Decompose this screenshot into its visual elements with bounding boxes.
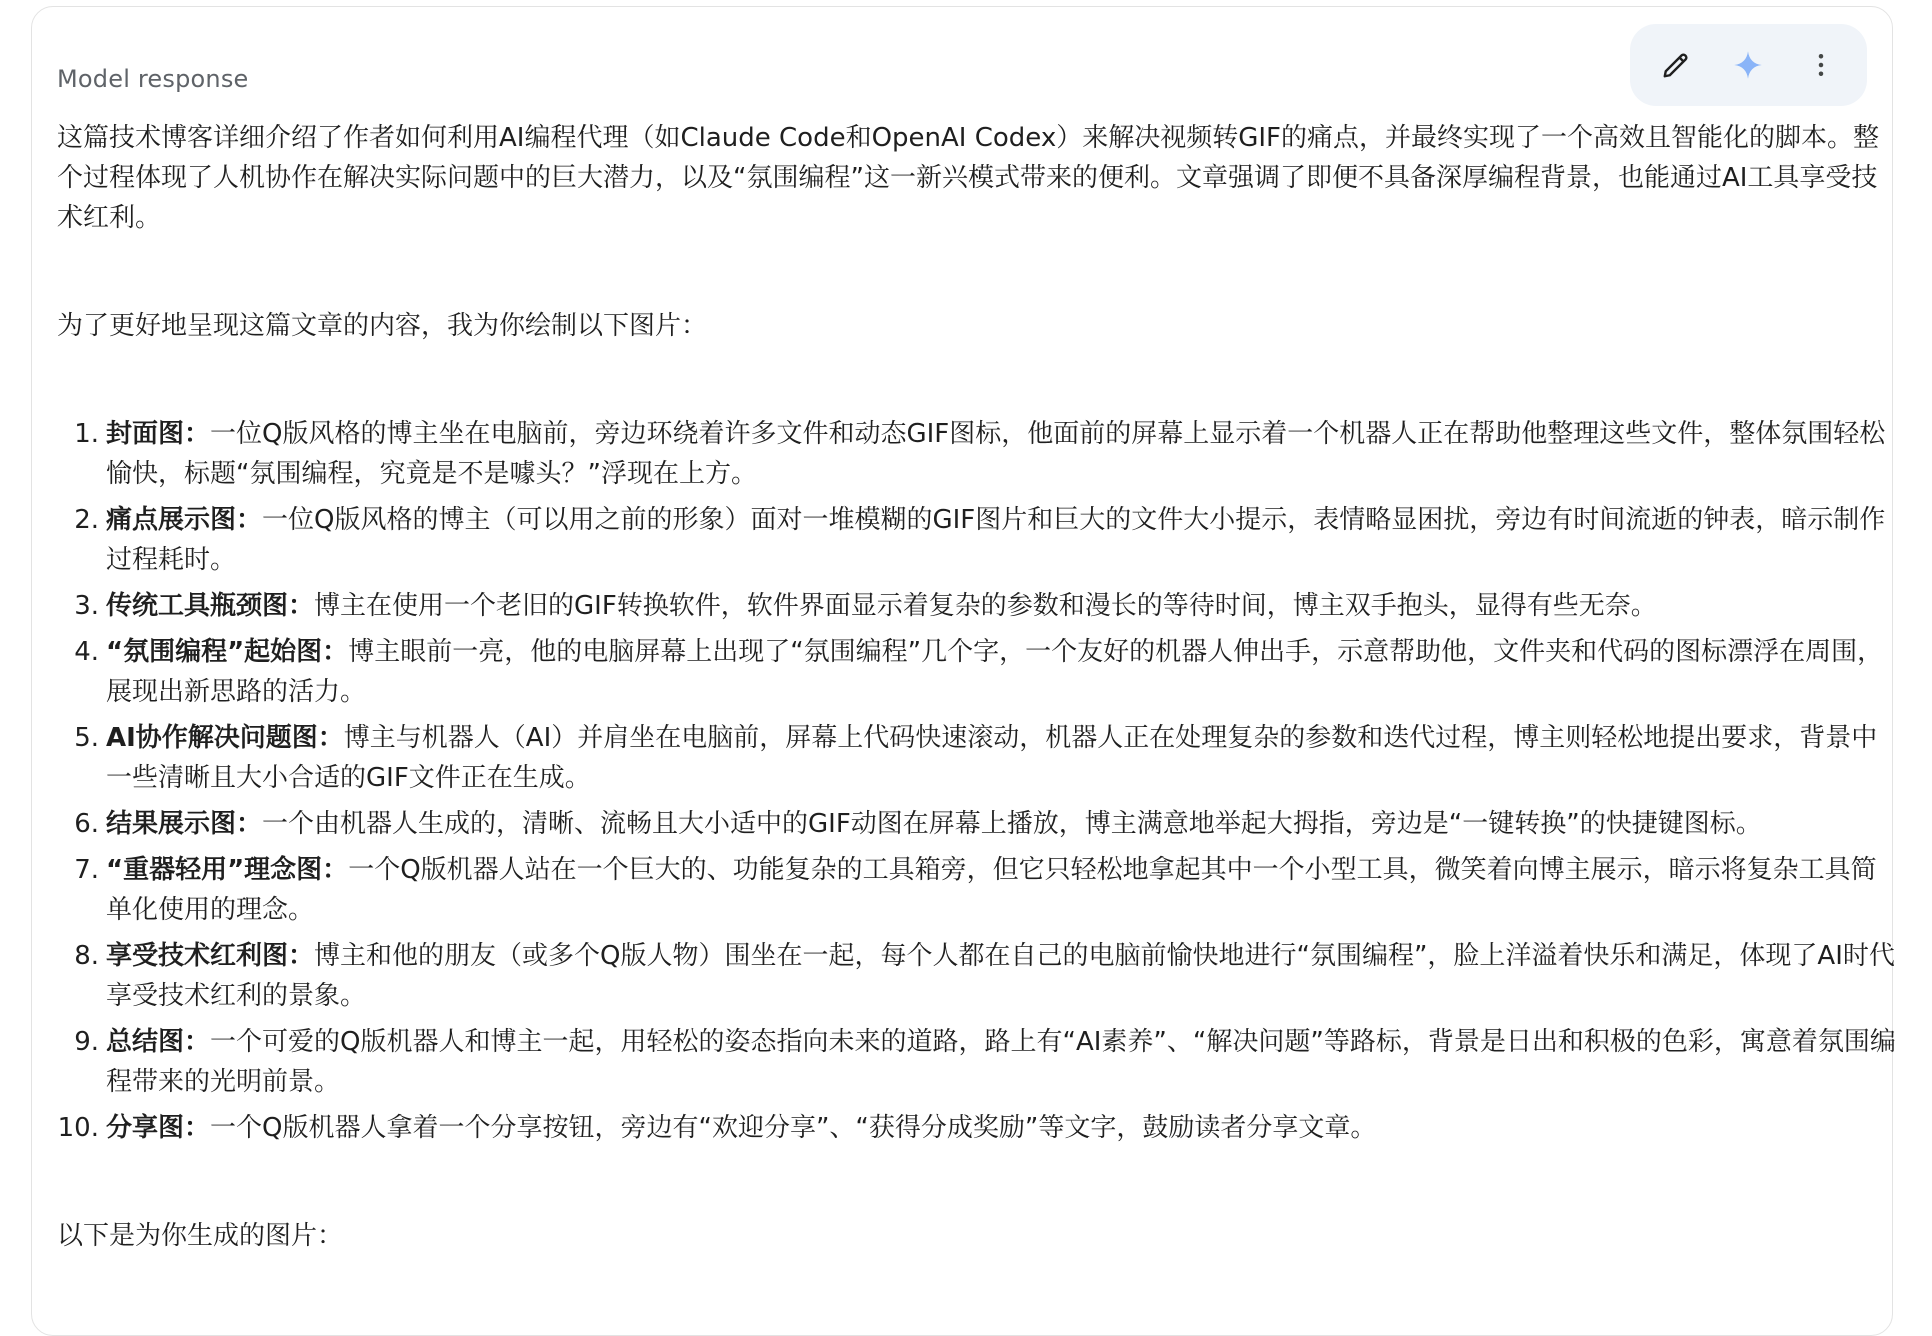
- list-item: 3. 传统工具瓶颈图：博主在使用一个老旧的GIF转换软件，软件界面显示着复杂的参数和漫长的等待时间，博主双手抱头，显得有些无奈。: [74, 591, 1657, 621]
- item-text: 一位Q版风格的博主（可以用之前的形象）面对一堆模糊的GIF图片和巨大的文件大小提示，表情略显困扰，旁边有时间流逝的钟表，暗示制作过程耗时。: [106, 505, 1886, 575]
- item-text: 博主在使用一个老旧的GIF转换软件，软件界面显示着复杂的参数和漫长的等待时间，博主双手抱头，显得有些无奈。: [314, 591, 1657, 621]
- response-content: [57, 118, 1902, 1256]
- item-title: AI协作解决问题图：: [106, 723, 344, 753]
- item-text: 一个可爱的Q版机器人和博主一起，用轻松的姿态指向未来的道路，路上有“AI素养”、“解决问题”等路标，背景是日出和积极的色彩，寓意着氛围编程带来的光明前景。: [106, 1027, 1896, 1097]
- list-item: 8. 享受技术红利图：博主和他的朋友（或多个Q版人物）围坐在一起，每个人都在自己的电脑前愉快地进行“氛围编程”，脸上洋溢着快乐和满足，体现了AI时代享受技术红利的景象。: [74, 941, 1895, 1011]
- item-text: 一个Q版机器人站在一个巨大的、功能复杂的工具箱旁，但它只轻松地拿起其中一个小型工具，微笑着向博主展示，暗示将复杂工具简单化使用的理念。: [106, 855, 1877, 925]
- item-text: 一位Q版风格的博主坐在电脑前，旁边环绕着许多文件和动态GIF图标，他面前的屏幕上显示着一个机器人正在帮助他整理这些文件，整体氛围轻松愉快，标题“氛围编程，究竟是不是噱头？”浮现在上方。: [106, 419, 1886, 489]
- item-text: 博主眼前一亮，他的电脑屏幕上出现了“氛围编程”几个字，一个友好的机器人伸出手，示意帮助他，文件夹和代码的图标漂浮在周围，展现出新思路的活力。: [106, 637, 1884, 707]
- pencil-icon: [1661, 50, 1691, 80]
- intro-paragraph: 这篇技术博客详细介绍了作者如何利用AI编程代理（如Claude Code和OpenAI Codex）来解决视频转GIF的痛点，并最终实现了一个高效且智能化的脚本。整个过程体现了人机协作在解决实际问题中的巨大潜力，以及“氛围编程”这一新兴模式带来的便利。文章强调了即便不具备深厚编程背景，也能通过AI工具享受技术红利。: [57, 123, 1879, 233]
- list-item: 7. “重器轻用”理念图：一个Q版机器人站在一个巨大的、功能复杂的工具箱旁，但它只轻松地拿起其中一个小型工具，微笑着向博主展示，暗示将复杂工具简单化使用的理念。: [74, 855, 1877, 925]
- card-label: Model response: [57, 65, 249, 93]
- item-title: “重器轻用”理念图：: [106, 855, 349, 885]
- item-title: “氛围编程”起始图：: [106, 637, 349, 667]
- item-title: 传统工具瓶颈图：: [106, 591, 315, 621]
- item-title: 封面图：: [106, 419, 211, 449]
- list-item: 1. 封面图：一位Q版风格的博主坐在电脑前，旁边环绕着许多文件和动态GIF图标，他面前的屏幕上显示着一个机器人正在帮助他整理这些文件，整体氛围轻松愉快，标题“氛围编程，究竟是不是噱头？”浮现在上方。: [74, 419, 1886, 489]
- image-list: [57, 414, 1902, 1148]
- more-vertical-icon: [1806, 50, 1836, 80]
- item-title: 享受技术红利图：: [106, 941, 315, 971]
- list-item: 9. 总结图：一个可爱的Q版机器人和博主一起，用轻松的姿态指向未来的道路，路上有“AI素养”、“解决问题”等路标，背景是日出和积极的色彩，寓意着氛围编程带来的光明前景。: [74, 1027, 1896, 1097]
- model-response-card: [31, 6, 1896, 1336]
- item-text: 一个Q版机器人拿着一个分享按钮，旁边有“欢迎分享”、“获得分成奖励”等文字，鼓励读者分享文章。: [210, 1113, 1377, 1143]
- item-title: 痛点展示图：: [106, 505, 263, 535]
- item-text: 一个由机器人生成的，清晰、流畅且大小适中的GIF动图在屏幕上播放，博主满意地举起大拇指，旁边是“一键转换”的快捷键图标。: [262, 809, 1762, 839]
- closing-paragraph: 以下是为你生成的图片：: [57, 1221, 344, 1251]
- response-toolbar: [1630, 24, 1867, 106]
- more-options-button[interactable]: [1793, 37, 1849, 93]
- item-title: 结果展示图：: [106, 809, 263, 839]
- list-item: 2. 痛点展示图：一位Q版风格的博主（可以用之前的形象）面对一堆模糊的GIF图片和巨大的文件大小提示，表情略显困扰，旁边有时间流逝的钟表，暗示制作过程耗时。: [74, 505, 1886, 575]
- item-title: 总结图：: [106, 1027, 211, 1057]
- regenerate-button[interactable]: [1720, 37, 1776, 93]
- item-text: 博主与机器人（AI）并肩坐在电脑前，屏幕上代码快速滚动，机器人正在处理复杂的参数和迭代过程，博主则轻松地提出要求，背景中一些清晰且大小合适的GIF文件正在生成。: [106, 723, 1878, 793]
- item-title: 分享图：: [106, 1113, 211, 1143]
- edit-button[interactable]: [1648, 37, 1704, 93]
- list-item: 10. 分享图：一个Q版机器人拿着一个分享按钮，旁边有“欢迎分享”、“获得分成奖励”等文字，鼓励读者分享文章。: [57, 1113, 1377, 1143]
- item-text: 博主和他的朋友（或多个Q版人物）围坐在一起，每个人都在自己的电脑前愉快地进行“氛围编程”，脸上洋溢着快乐和满足，体现了AI时代享受技术红利的景象。: [106, 941, 1895, 1011]
- lead-paragraph: 为了更好地呈现这篇文章的内容，我为你绘制以下图片：: [57, 311, 708, 341]
- list-item: 4. “氛围编程”起始图：博主眼前一亮，他的电脑屏幕上出现了“氛围编程”几个字，一个友好的机器人伸出手，示意帮助他，文件夹和代码的图标漂浮在周围，展现出新思路的活力。: [74, 637, 1884, 707]
- sparkle-icon: [1733, 50, 1763, 80]
- list-item: 6. 结果展示图：一个由机器人生成的，清晰、流畅且大小适中的GIF动图在屏幕上播放，博主满意地举起大拇指，旁边是“一键转换”的快捷键图标。: [74, 809, 1762, 839]
- list-item: 5. AI协作解决问题图：博主与机器人（AI）并肩坐在电脑前，屏幕上代码快速滚动，机器人正在处理复杂的参数和迭代过程，博主则轻松地提出要求，背景中一些清晰且大小合适的GIF文件正在生成。: [74, 723, 1878, 793]
